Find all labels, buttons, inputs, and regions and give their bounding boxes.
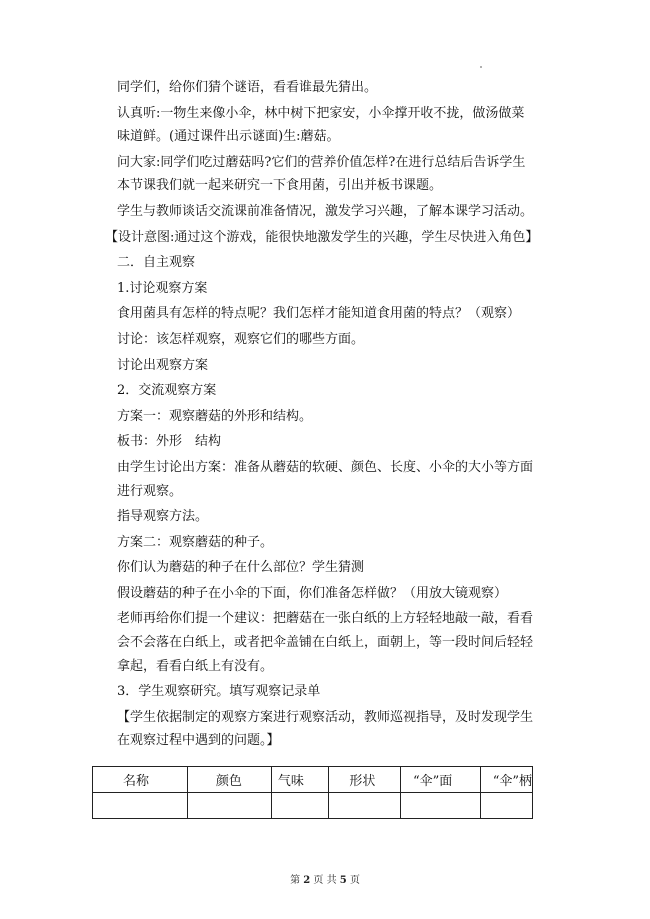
total-page-number: 5 (339, 875, 347, 886)
table-cell[interactable] (480, 793, 532, 819)
decorative-dot (480, 66, 482, 68)
table-header-cell: 形状 (329, 767, 401, 793)
page-footer (0, 871, 650, 886)
paragraph: 学生与教师谈话交流课前准备情况，激发学习兴趣，了解本课学习活动。 (117, 203, 534, 219)
footer-suffix: 页 (349, 875, 360, 886)
table-header-cell: 名称 (93, 767, 188, 793)
paragraph: 由学生讨论出方案：准备从蘑菇的软硬、颜色、长度、小伞的大小等方面进行观察。 (117, 459, 534, 499)
paragraph: 认真听:一物生来像小伞，林中树下把家安，小伞撑开收不拢，做汤做菜味道鲜。(通过课件出示谜面)生:蘑菇。 (117, 105, 525, 145)
subsection-heading: 1.讨论观察方案 (117, 280, 208, 296)
table-cell[interactable] (93, 793, 188, 819)
body-text (105, 76, 539, 755)
table-cell[interactable] (400, 793, 480, 819)
design-intent: 【设计意图:通过这个游戏，能很快地激发学生的兴趣，学生尽快进入角色】 (105, 229, 539, 245)
footer-middle: 页 共 (313, 875, 337, 886)
paragraph: 你们认为蘑菇的种子在什么部位？学生猜测 (117, 560, 365, 576)
footer-prefix: 第 (290, 875, 301, 886)
table-row (93, 793, 533, 819)
table-header-cell: “伞”柄 (480, 767, 532, 793)
paragraph: 板书：外形 结构 (117, 434, 222, 450)
paragraph: 指导观察方法。 (117, 509, 209, 525)
paragraph: 方案一：观察蘑菇的外形和结构。 (117, 408, 313, 424)
section-heading: 二．自主观察 (117, 255, 196, 271)
table-cell[interactable] (271, 793, 329, 819)
paragraph: 问大家:同学们吃过蘑菇吗?它们的营养价值怎样?在进行总结后告诉学生本节课我们就一起来研究一下食用菌，引出并板书课题。 (117, 154, 526, 194)
paragraph: 讨论出观察方案 (117, 357, 209, 373)
subsection-heading: 3．学生观察研究。填写观察记录单 (117, 684, 321, 700)
paragraph: 假设蘑菇的种子在小伞的下面，你们准备怎样做？（用放大镜观察） (117, 585, 508, 601)
current-page-number: 2 (303, 875, 311, 886)
table-cell[interactable] (187, 793, 271, 819)
table-header-cell: 气味 (271, 767, 329, 793)
paragraph: 同学们，给你们猜个谜语，看看谁最先猜出。 (117, 80, 378, 95)
paragraph: 讨论：该怎样观察，观察它们的哪些方面。 (117, 331, 365, 347)
table-header-cell: “伞”面 (400, 767, 480, 793)
observation-record-table (92, 766, 533, 819)
activity-note: 【学生依据制定的观察方案进行观察活动，教师巡视指导，及时发现学生在观察过程中遇到的问题。】 (117, 709, 534, 749)
paragraph: 老师再给你们提一个建议：把蘑菇在一张白纸的上方轻轻地敲一敲，看看会不会落在白纸上，或者把伞盖铺在白纸上，面朝上，等一段时间后轻轻拿起，看看白纸上有没有。 (117, 611, 534, 674)
paragraph: 食用菌具有怎样的特点呢？我们怎样才能知道食用菌的特点？（观察） (117, 306, 521, 322)
subsection-heading: 2．交流观察方案 (117, 383, 217, 399)
paragraph: 方案二：观察蘑菇的种子。 (117, 534, 274, 550)
table-header-row (93, 767, 533, 793)
table-cell[interactable] (329, 793, 401, 819)
table-header-cell: 颜色 (187, 767, 271, 793)
